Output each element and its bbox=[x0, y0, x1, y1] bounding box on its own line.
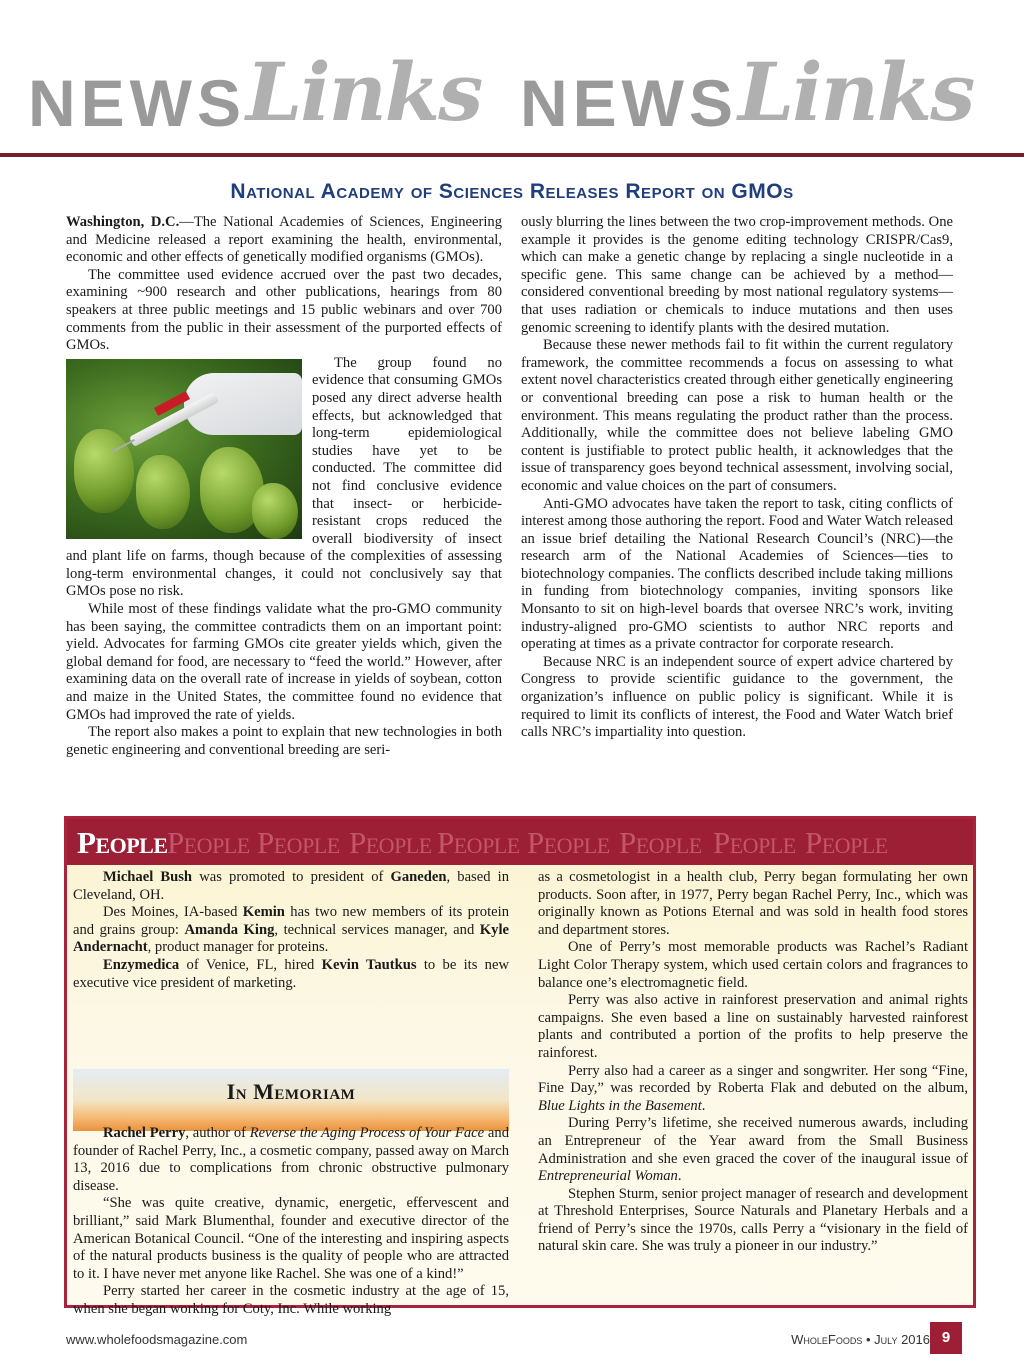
people-header-repeat: People bbox=[713, 825, 796, 860]
memoriam-paragraph: “She was quite creative, dynamic, energetic, effervescent and brilliant,” said Mark Blumenthal, founder and executive director of the American Botanical Council. “One of the interesting and inspiring aspects of the natural products business is the quality of people who are attracted to it. I have never met anyone like Rachel. She was one of a kind!” bbox=[73, 1195, 509, 1282]
masthead-links-1: Links bbox=[246, 45, 482, 139]
people-column-left bbox=[73, 869, 509, 1317]
article-paragraph: Anti-GMO advocates have taken the report to task, citing conflicts of interest among those authoring the report. Food and Water Watch released an issue brief detailing the National Research Council’s (NRC)—the research arm of the National Academies of Sciences—ties to biotechnology companies. The conflicts described include taking millions in funding from biotechnology companies, inviting sponsors like Monsanto to sit on high-level boards that oversee NRC’s work, inviting industry-aligned pro-GMO scientists to author NRC reports and operating at times as a private contractor for corporate research. bbox=[521, 495, 953, 653]
people-item: Des Moines, IA-based Kemin has two new members of its protein and grains group: Amanda King, technical services manager, and Kyle Andernacht, product manager for proteins. bbox=[73, 904, 509, 956]
article-paragraph: The report also makes a point to explain that new technologies in both genetic engineering and conventional breeding are seri- bbox=[66, 724, 502, 758]
memoriam-banner bbox=[73, 1069, 509, 1131]
article-paragraph: Because NRC is an independent source of expert advice chartered by Congress to provide scientific guidance to the government, the organization’s influence on public policy is significant. While it is required to limit its conflicts of interest, the Food and Water Watch brief calls NRC’s impartiality into question. bbox=[521, 653, 953, 741]
page-number: 9 bbox=[930, 1322, 962, 1354]
people-header-repeat: People bbox=[619, 825, 702, 860]
memoriam-title: In Memoriam bbox=[226, 1079, 356, 1104]
people-header-bar bbox=[67, 819, 973, 865]
article-column-left bbox=[66, 214, 502, 759]
pepper-shape bbox=[252, 483, 298, 539]
people-header-repeat: People bbox=[257, 825, 340, 860]
masthead bbox=[0, 30, 1024, 150]
masthead-rule bbox=[0, 153, 1024, 157]
people-header: People bbox=[77, 825, 168, 860]
people-header-repeat: People bbox=[527, 825, 610, 860]
masthead-news-2: NEWS bbox=[520, 66, 738, 140]
article-paragraph: ously blurring the lines between the two crop-improvement methods. One example it provides is the genome editing technology CRISPR/Cas9, which can make a genetic change by replacing a single nucleotide in a specific gene. This same change can be achieved by a method—considered conventional breeding by most national regulatory systems—that uses radiation or chemicals to induce mutations and then uses genomic screening to identify plants with the desired mutation. bbox=[521, 214, 953, 336]
pepper-shape bbox=[136, 455, 190, 529]
people-item: Enzymedica of Venice, FL, hired Kevin Tautkus to be its new executive vice president of marketing. bbox=[73, 956, 509, 991]
memoriam-text bbox=[73, 1125, 509, 1319]
pepper-shape bbox=[74, 429, 134, 513]
masthead-links-2: Links bbox=[738, 45, 974, 139]
footer-issue bbox=[791, 1332, 930, 1347]
article-paragraph: Washington, D.C.—The National Academies of Sciences, Engineering and Medicine released a report examining the health, environmental, economic and other effects of genetically modified organisms (GMOs). bbox=[66, 214, 502, 266]
memoriam-paragraph: During Perry’s lifetime, she received numerous awards, including an Entrepreneur of the Year award from the Small Business Administration and she even graced the cover of the inaugural issue of Entrepreneurial Woman. bbox=[538, 1115, 968, 1185]
masthead-news-1: NEWS bbox=[28, 66, 246, 140]
memoriam-paragraph: Rachel Perry, author of Reverse the Aging Process of Your Face and founder of Rachel Perry, Inc., a cosmetic company, passed away on March 13, 2016 due to complications from chronic obstructive pulmonary disease. bbox=[73, 1125, 509, 1194]
footer-separator: • bbox=[862, 1332, 875, 1347]
pepper-injection-photo bbox=[66, 359, 302, 539]
people-header-repeat: People bbox=[805, 825, 888, 860]
memoriam-paragraph: Perry also had a career as a singer and songwriter. Her song “Fine, Fine Day,” was recorded by Roberta Flak and debuted on the album, Blue Lights in the Basement. bbox=[538, 1062, 968, 1114]
dateline: Washington, D.C. bbox=[66, 214, 180, 230]
footer-url[interactable]: www.wholefoodsmagazine.com bbox=[66, 1332, 248, 1347]
article-paragraph: The committee used evidence accrued over the past two decades, examining ~900 research and other publications, hearings from 80 speakers at three public meetings and 15 public webinars and over 700 comments from the public in their assessment of the purported effects of GMOs. bbox=[66, 266, 502, 354]
people-section bbox=[64, 816, 976, 1317]
people-header-repeat: People bbox=[349, 825, 432, 860]
people-header-repeat: People bbox=[167, 825, 250, 860]
article-paragraph: While most of these findings validate what the pro-GMO community has been saying, the committee contradicts them on an important point: yield. Advocates for farming GMOs cite greater yields which, given the global demand for food, are necessary to “feed the world.” However, after examining data on the overall rate of increase in yields of soybean, cotton and maize in the United States, the committee found no evidence that GMOs had improved the rate of yields. bbox=[66, 601, 502, 723]
memoriam-paragraph: Stephen Sturm, senior project manager of research and development at Threshold Enterprises, Source Naturals and Planetary Herbals and a friend of Perry’s since the 1970s, calls Perry a “visionary in the field of natural skin care. She was truly a pioneer in our industry.” bbox=[538, 1185, 968, 1255]
article-paragraph: The group found no evidence that consuming GMOs posed any direct adverse health effects, but acknowledged that long-term epidemiological studies have yet to be conducted. The committee did not find conclusive evidence that insect- or herbicide-resistant crops reduced the overall biodiversity of insect and plant life on farms, though because of the complexities of assessing long-term environmental changes, it could not conclusively say that GMOs pose no risk. bbox=[66, 354, 502, 600]
article-title: National Academy of Sciences Releases Report on GMOs bbox=[230, 180, 794, 203]
memoriam-paragraph: One of Perry’s most memorable products was Rachel’s Radiant Light Color Therapy system, which used certain colors and fragrances to balance one’s electromagnetic field. bbox=[538, 939, 968, 991]
people-item: Michael Bush was promoted to president of Ganeden, based in Cleveland, OH. bbox=[73, 869, 509, 903]
article-paragraph: Because these newer methods fail to fit within the current regulatory framework, the committee recommends a focus on assessing to what extent novel characteristics created through either genetically engineering or conventional breeding can pose a risk to human health or the environment. This means regulating the product rather than the process. Additionally, while the committee does not believe labeling GMO content is justifiable to protect public health, it acknowledges that the issue of transparency goes beyond technical assessment, involving social, economic and value choices on the part of consumers. bbox=[521, 337, 953, 494]
memoriam-paragraph: Perry was also active in rainforest preservation and animal rights campaigns. She even based a line on sustainably harvested rainforest plants and contributed a portion of the profits to help preserve the rainforest. bbox=[538, 992, 968, 1061]
people-column-right bbox=[538, 869, 968, 1256]
memoriam-paragraph: as a cosmetologist in a health club, Perry began formulating her own products. Soon after, in 1977, Perry began Rachel Perry, Inc., which was originally known as Potions Eternal and was sold in health food stores and department stores. bbox=[538, 869, 968, 938]
article-column-right bbox=[521, 214, 953, 742]
footer-date: July 2016 bbox=[874, 1332, 930, 1347]
people-header-repeat: People bbox=[437, 825, 520, 860]
footer-magazine: WholeFoods bbox=[791, 1332, 863, 1347]
memoriam-paragraph: Perry started her career in the cosmetic industry at the age of 15, when she began working for Coty, Inc. While working bbox=[73, 1283, 509, 1317]
